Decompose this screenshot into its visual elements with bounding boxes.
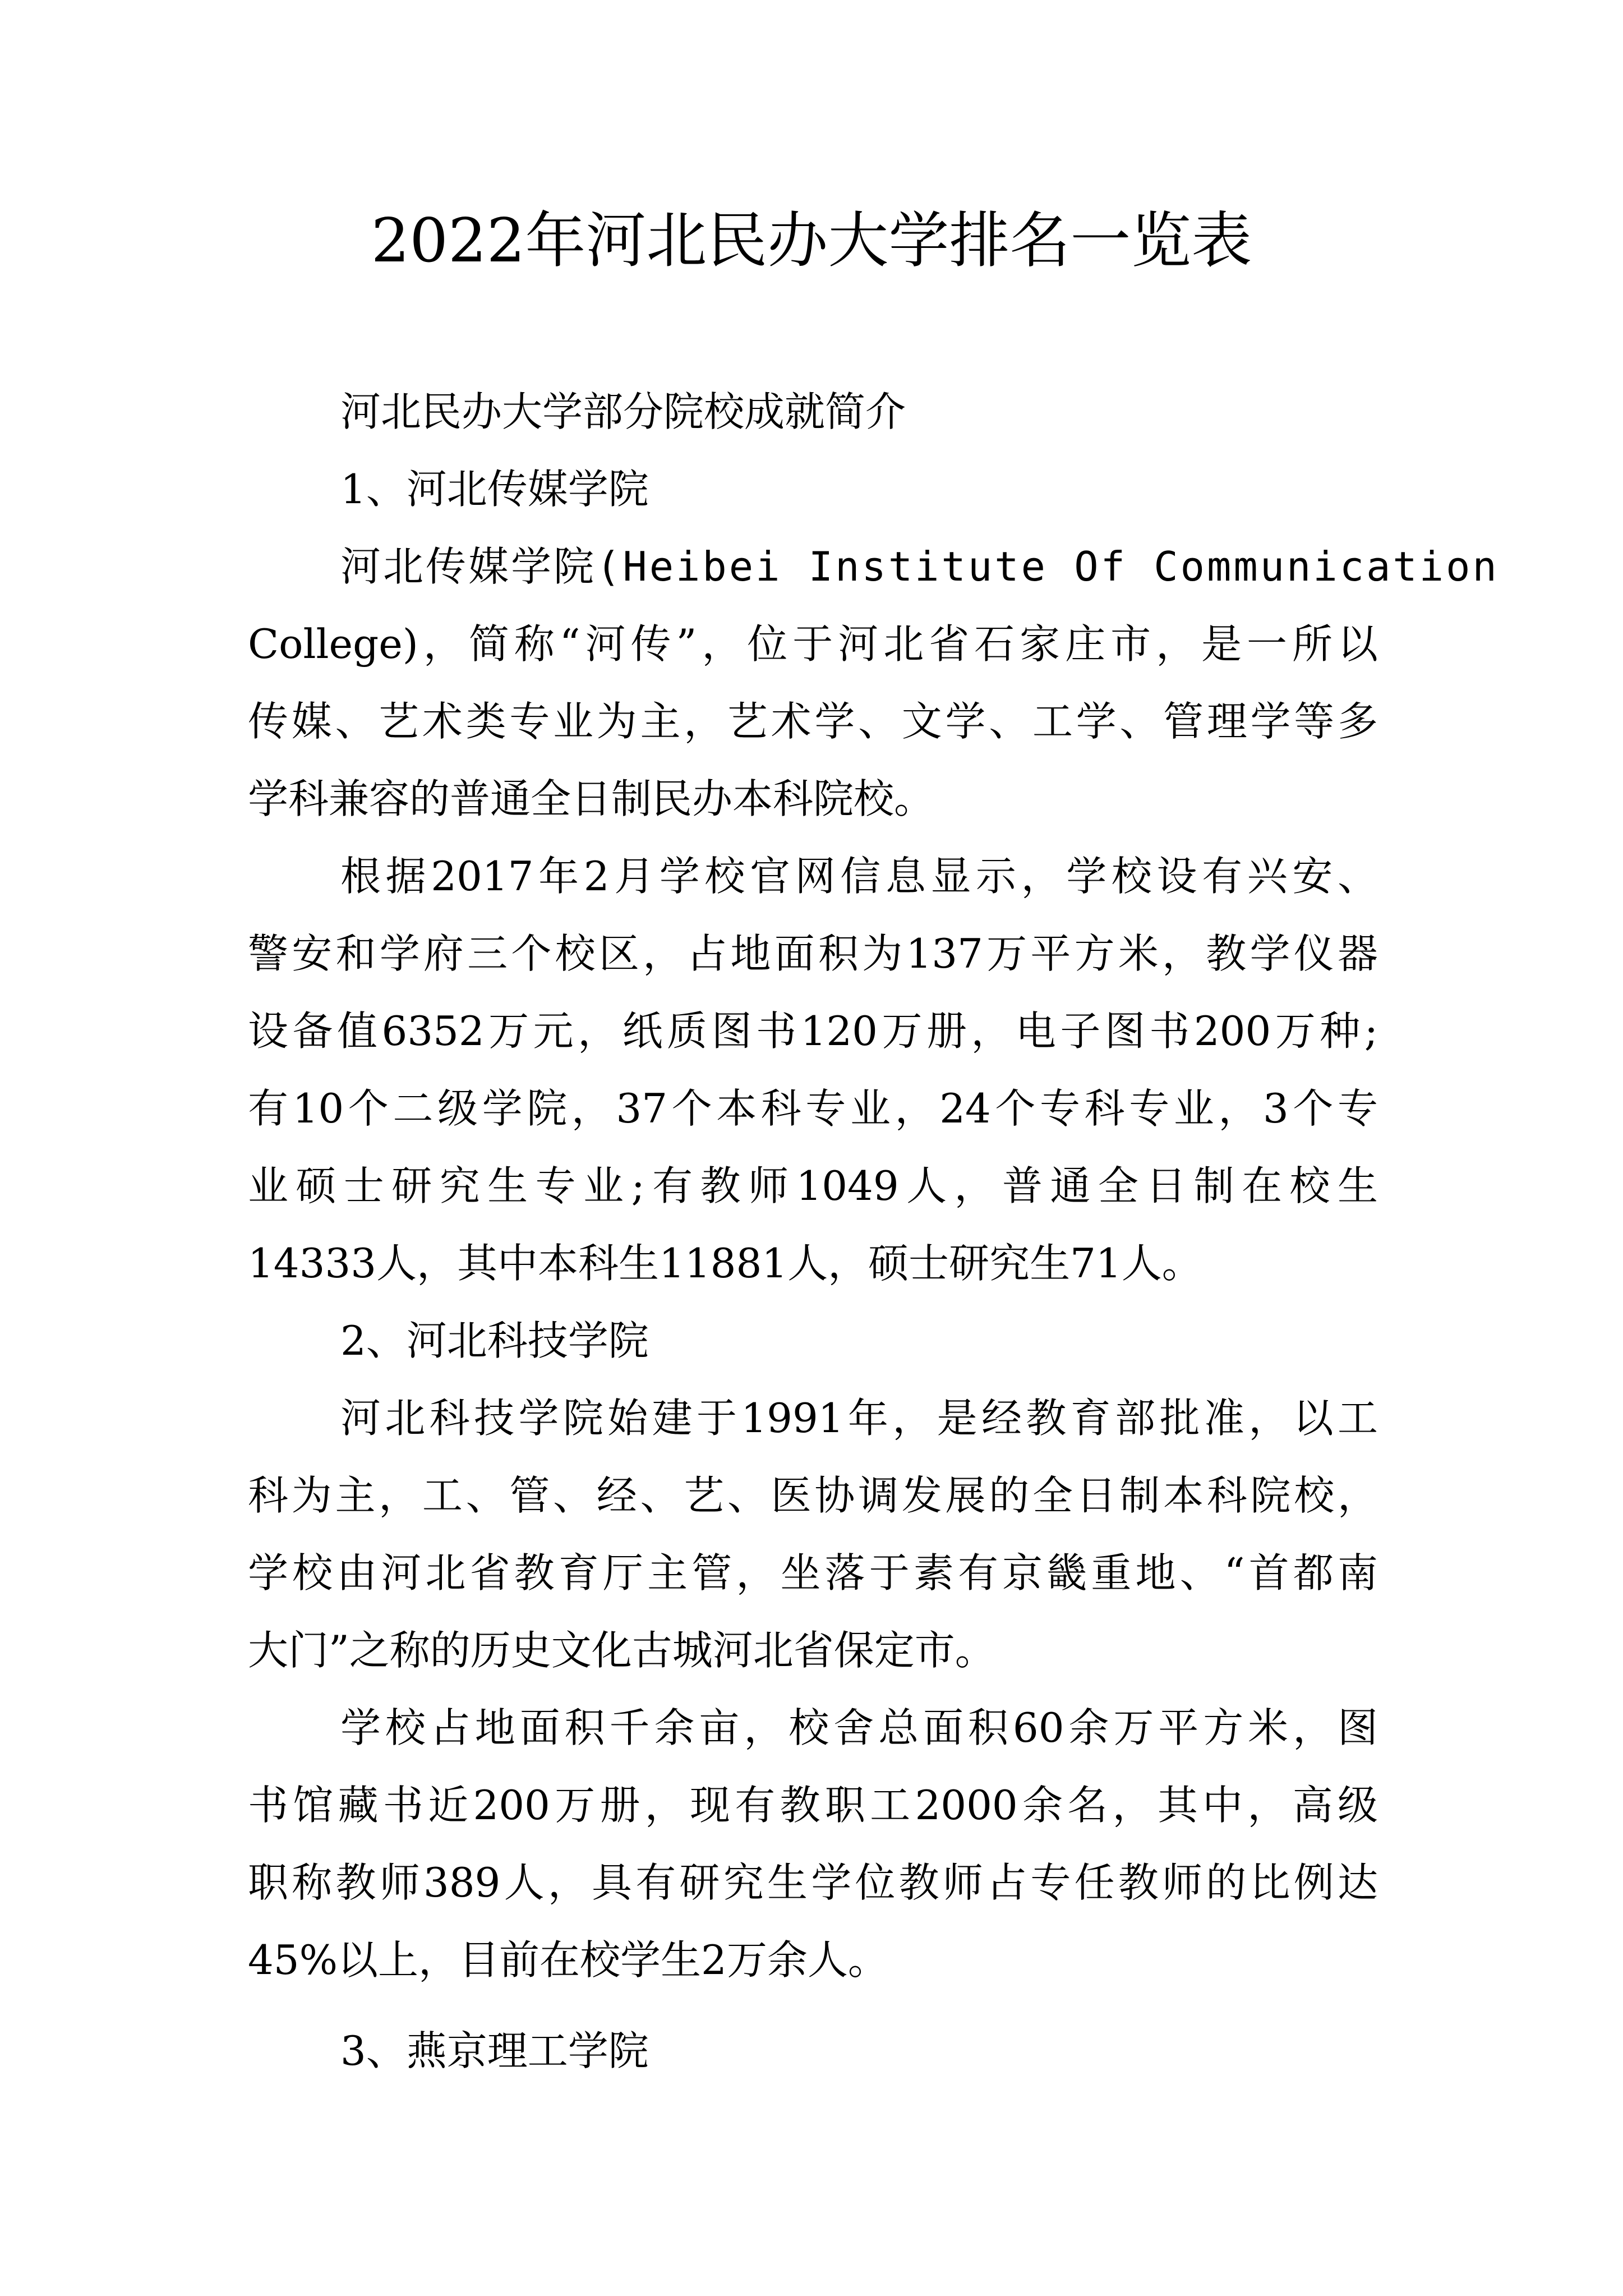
document-body bbox=[248, 373, 1499, 2090]
section2-paragraph2-line: 职称教师389人，具有研究生学位教师占专任教师的比例达 bbox=[248, 1859, 1378, 1906]
section2-paragraph1-line: 学校由河北省教育厅主管，坐落于素有京畿重地、“首都南 bbox=[248, 1549, 1378, 1596]
section2-paragraph2-line: 45%以上，目前在校学生2万余人。 bbox=[248, 1936, 888, 1984]
section1-paragraph2-line: 14333人，其中本科生11881人，硕士研究生71人。 bbox=[248, 1240, 1202, 1287]
section1-paragraph2-line: 有10个二级学院，37个本科专业，24个专科专业，3个专 bbox=[248, 1085, 1378, 1132]
section2-paragraph1-line: 大门”之称的历史文化古城河北省保定市。 bbox=[248, 1627, 995, 1674]
section1-paragraph2-line: 警安和学府三个校区，占地面积为137万平方米，教学仪器 bbox=[248, 930, 1378, 977]
section2-paragraph2-line: 书馆藏书近200万册，现有教职工2000余名，其中，高级 bbox=[248, 1782, 1378, 1829]
section2-paragraph1-line: 科为主，工、管、经、艺、医协调发展的全日制本科院校， bbox=[248, 1472, 1378, 1519]
section1-paragraph2-line: 设备值6352万元，纸质图书120万册，电子图书200万种; bbox=[248, 1007, 1378, 1055]
section3-heading: 3、燕京理工学院 bbox=[340, 2027, 649, 2074]
document-title: 2022年河北民办大学排名一览表 bbox=[371, 206, 1252, 276]
intro-line: 河北民办大学部分院校成就简介 bbox=[340, 388, 906, 435]
section1-paragraph1-line: 河北传媒学院(Heibei Institute Of Communication bbox=[340, 543, 1499, 590]
section1-paragraph1-line: College)，简称“河传”，位于河北省石家庄市，是一所以 bbox=[248, 620, 1378, 668]
section2-heading: 2、河北科技学院 bbox=[340, 1317, 649, 1364]
section1-paragraph2-line: 业硕士研究生专业;有教师1049人，普通全日制在校生 bbox=[248, 1162, 1378, 1209]
section1-paragraph1-line: 学科兼容的普通全日制民办本科院校。 bbox=[248, 775, 935, 822]
section1-paragraph2-line: 根据2017年2月学校官网信息显示，学校设有兴安、 bbox=[340, 853, 1378, 900]
section1-heading: 1、河北传媒学院 bbox=[340, 466, 649, 513]
section2-paragraph2-line: 学校占地面积千余亩，校舍总面积60余万平方米，图 bbox=[340, 1704, 1378, 1751]
section1-paragraph1-line: 传媒、艺术类专业为主，艺术学、文学、工学、管理学等多 bbox=[248, 698, 1378, 745]
section2-paragraph1-line: 河北科技学院始建于1991年，是经教育部批准，以工 bbox=[340, 1395, 1378, 1442]
section-gap bbox=[248, 1999, 1378, 2012]
